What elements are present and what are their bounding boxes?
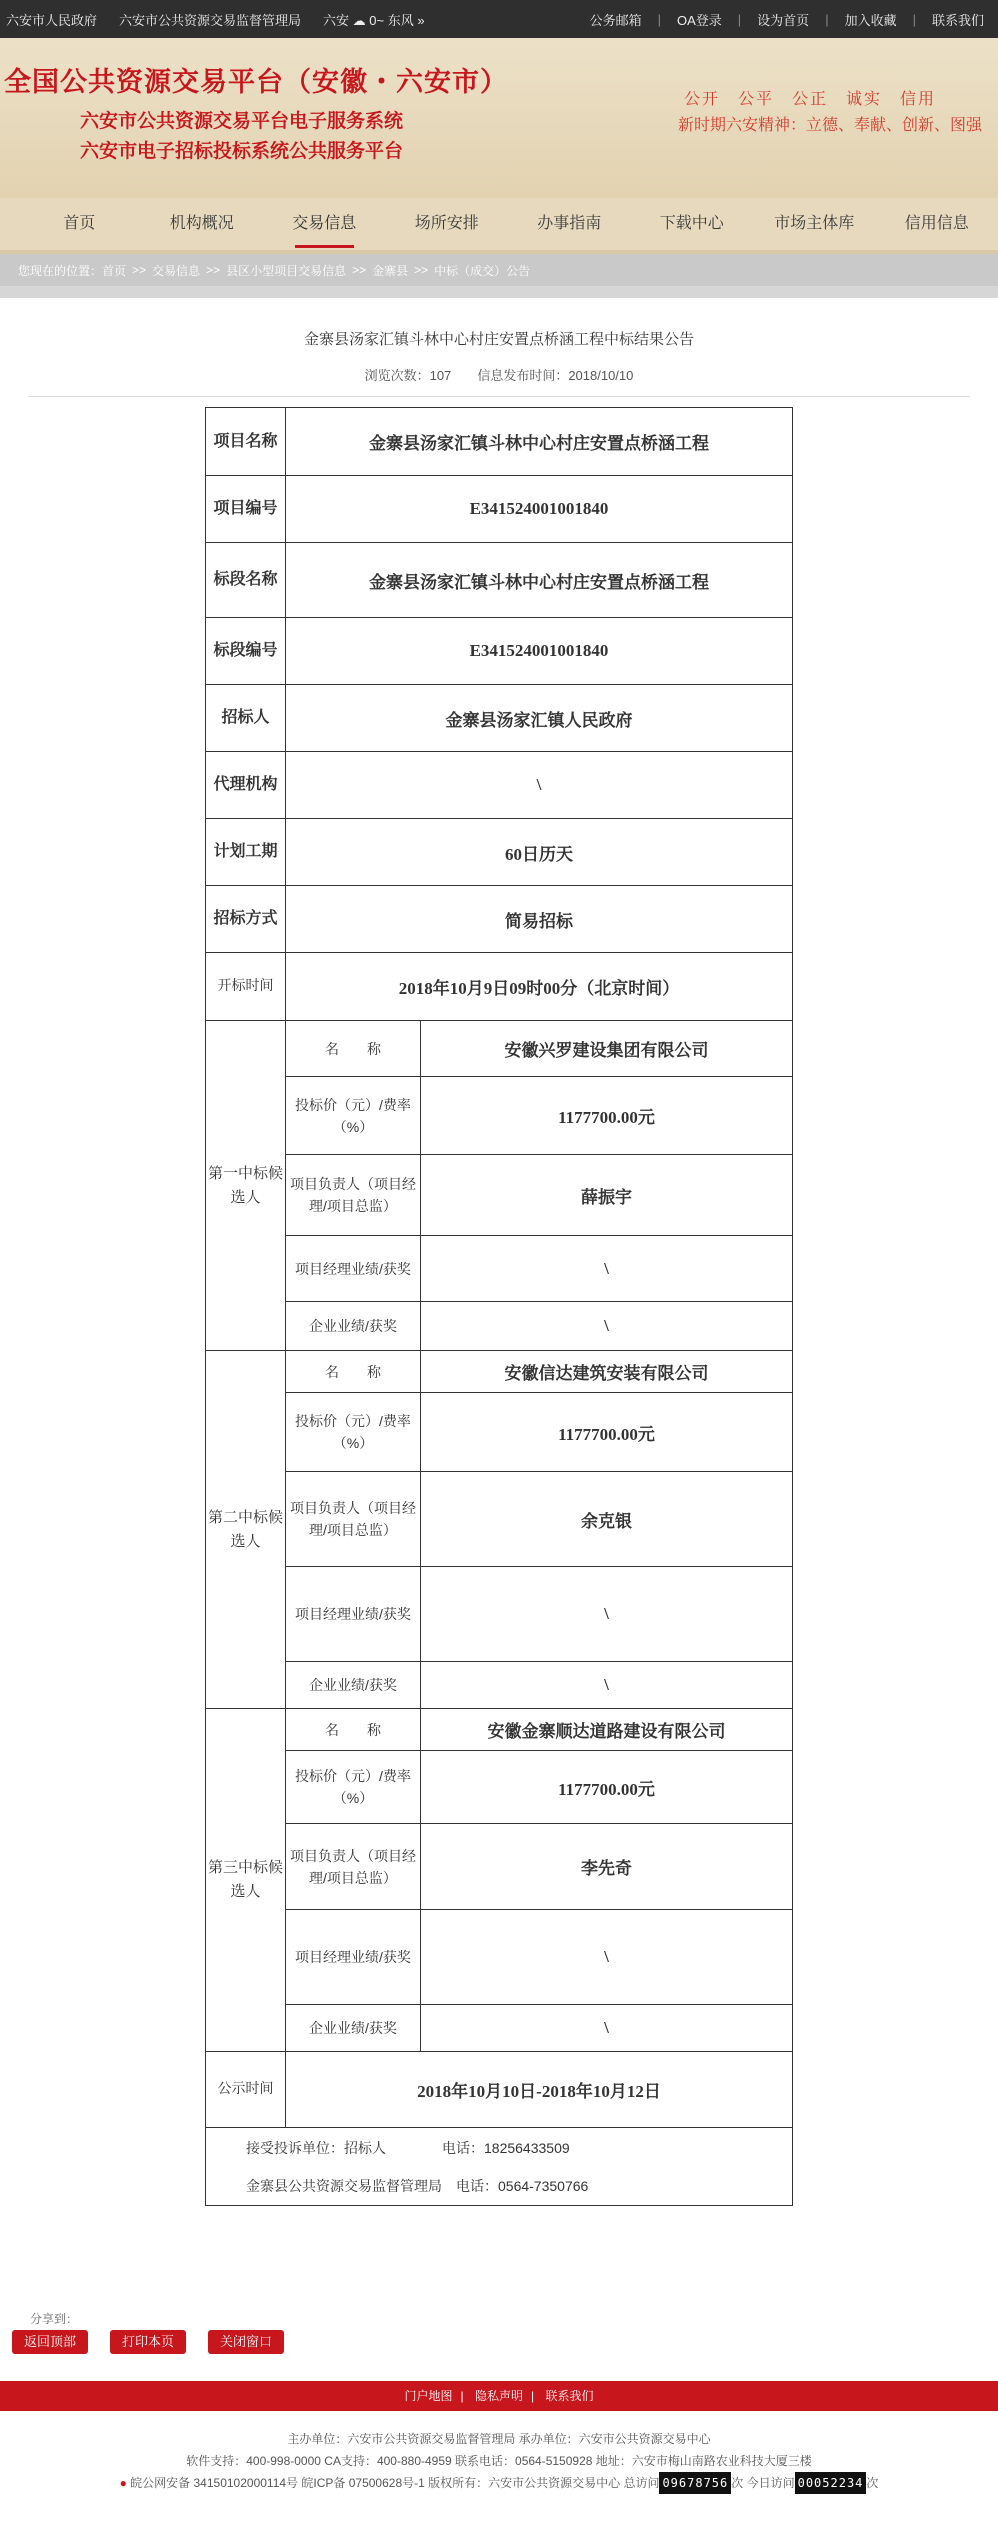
table-cell: \ bbox=[421, 1302, 793, 1351]
cloud-icon: ☁ bbox=[352, 12, 366, 28]
table-cell: 项目经理业绩/获奖 bbox=[286, 1567, 421, 1662]
breadcrumb: 您现在的位置：首页 >> 交易信息 >> 县区小型项目交易信息 >> 金寨县 >> 中标（成交）公告 bbox=[0, 254, 998, 286]
nav-market-entities[interactable]: 市场主体库 bbox=[774, 215, 855, 232]
site-subtitle-2: 六安市电子招标投标系统公共服务平台 bbox=[80, 141, 404, 162]
table-cell: 名 称 bbox=[286, 1021, 421, 1077]
label-project-name: 项目名称 bbox=[206, 408, 286, 476]
section-name: 金寨县汤家汇镇斗林中心村庄安置点桥涵工程 bbox=[286, 543, 793, 618]
table-cell: \ bbox=[421, 1567, 793, 1662]
slogan-values: 公开 公平 公正 诚实 信用 bbox=[683, 91, 936, 108]
label-tenderer: 招标人 bbox=[206, 685, 286, 752]
site-title: 全国公共资源交易平台（安徽・六安市） bbox=[4, 67, 508, 97]
agency: \ bbox=[286, 752, 793, 819]
candidate-3-name: 安徽金寨顺达道路建设有限公司 bbox=[421, 1709, 793, 1751]
footer-nav: 门户地图 | 隐私声明 | 联系我们 bbox=[0, 2381, 998, 2411]
footer-link-privacy[interactable]: 隐私声明 bbox=[474, 2389, 523, 2403]
table-cell: 投标价（元）/费率（%） bbox=[286, 1393, 421, 1472]
nav-about[interactable]: 机构概况 bbox=[169, 215, 234, 232]
method: 简易招标 bbox=[286, 886, 793, 953]
label-publicity: 公示时间 bbox=[206, 2052, 286, 2128]
candidate-2-manager: 余克银 bbox=[421, 1472, 793, 1567]
candidate-1-price: 1177700.00元 bbox=[421, 1077, 793, 1155]
table-cell: 名 称 bbox=[286, 1351, 421, 1393]
nav-venue[interactable]: 场所安排 bbox=[414, 215, 479, 232]
tenderer: 金寨县汤家汇镇人民政府 bbox=[286, 685, 793, 752]
table-cell: 项目经理业绩/获奖 bbox=[286, 1910, 421, 2005]
article-meta: 浏览次数：107 信息发布时间：2018/10/10 bbox=[364, 368, 634, 383]
label-section-no: 标段编号 bbox=[206, 618, 286, 685]
label-open-time: 开标时间 bbox=[206, 953, 286, 1021]
candidate-3-label: 第三中标候选人 bbox=[206, 1709, 286, 2052]
link-contact-us[interactable]: 联系我们 bbox=[931, 12, 984, 28]
today-visit-counter: 00052234 bbox=[795, 2472, 867, 2494]
share-label: 分享到： bbox=[30, 2312, 79, 2326]
label-agency: 代理机构 bbox=[206, 752, 286, 819]
candidate-2-label: 第二中标候选人 bbox=[206, 1351, 286, 1709]
candidate-3-manager: 李先奇 bbox=[421, 1824, 793, 1910]
footer-link-contact[interactable]: 联系我们 bbox=[545, 2389, 594, 2403]
nav-guide[interactable]: 办事指南 bbox=[537, 215, 602, 232]
result-table bbox=[205, 407, 793, 2206]
table-cell: 企业业绩/获奖 bbox=[286, 2005, 421, 2052]
back-to-top-button[interactable]: 返回顶部 bbox=[12, 2330, 88, 2354]
table-cell: 企业业绩/获奖 bbox=[286, 1302, 421, 1351]
link-supervision-bureau[interactable]: 六安市公共资源交易监督管理局 bbox=[119, 12, 302, 28]
footer-info: 主办单位：六安市公共资源交易监督管理局 承办单位：六安市公共资源交易中心 软件支持：400-998-0000 CA支持：400-880-4959 联系电话：0564-5150928 地址：六安市梅山南路农业科技大厦三楼 ● 皖公网安备 34150102000114号 皖ICP备 07500628号-1 版权所有：六安市公共资源交易中心 总访问 09678756 次 今日访问 00052234 次 bbox=[0, 2428, 998, 2494]
candidate-2-price: 1177700.00元 bbox=[421, 1393, 793, 1472]
candidate-1-manager: 薛振宇 bbox=[421, 1155, 793, 1236]
label-period: 计划工期 bbox=[206, 819, 286, 886]
site-header bbox=[0, 38, 998, 198]
print-button[interactable]: 打印本页 bbox=[110, 2330, 186, 2354]
weather-widget: 六安 ☁ 0~ 东风 » bbox=[323, 12, 425, 28]
table-cell: 项目负责人（项目经理/项目总监） bbox=[286, 1472, 421, 1567]
slogan-spirit: 新时期六安精神：立德、奉献、创新、图强 bbox=[677, 117, 982, 134]
link-add-favorite[interactable]: 加入收藏 bbox=[844, 12, 897, 28]
action-buttons bbox=[12, 2330, 284, 2354]
table-cell: \ bbox=[421, 1910, 793, 2005]
project-no: E341524001001840 bbox=[286, 476, 793, 543]
nav-download[interactable]: 下载中心 bbox=[659, 215, 724, 232]
table-cell: 企业业绩/获奖 bbox=[286, 1662, 421, 1709]
table-cell: 项目负责人（项目经理/项目总监） bbox=[286, 1155, 421, 1236]
table-cell: \ bbox=[421, 2005, 793, 2052]
top-bar: 六安市人民政府 六安市公共资源交易监督管理局 六安 ☁ 0~ 东风 » 公务邮箱 | OA登录 | 设为首页 | 加入收藏 | 联系我们 bbox=[0, 0, 998, 38]
section-no: E341524001001840 bbox=[286, 618, 793, 685]
nav-trade-info[interactable]: 交易信息 bbox=[263, 204, 386, 244]
label-method: 招标方式 bbox=[206, 886, 286, 953]
separator-bar bbox=[0, 286, 998, 298]
link-oa-login[interactable]: OA登录 bbox=[676, 12, 722, 28]
link-mail[interactable]: 公务邮箱 bbox=[589, 12, 642, 28]
candidate-2-name: 安徽信达建筑安装有限公司 bbox=[421, 1351, 793, 1393]
table-cell: \ bbox=[421, 1236, 793, 1302]
table-cell: 项目负责人（项目经理/项目总监） bbox=[286, 1824, 421, 1910]
title-divider bbox=[28, 396, 970, 397]
site-subtitle-1: 六安市公共资源交易平台电子服务系统 bbox=[80, 111, 404, 132]
period: 60日历天 bbox=[286, 819, 793, 886]
table-cell: 投标价（元）/费率（%） bbox=[286, 1751, 421, 1824]
project-name: 金寨县汤家汇镇斗林中心村庄安置点桥涵工程 bbox=[286, 408, 793, 476]
close-window-button[interactable]: 关闭窗口 bbox=[208, 2330, 284, 2354]
police-badge-icon: ● bbox=[119, 2476, 127, 2490]
footer-link-sitemap[interactable]: 门户地图 bbox=[404, 2389, 453, 2403]
table-cell: 项目经理业绩/获奖 bbox=[286, 1236, 421, 1302]
nav-home[interactable]: 首页 bbox=[63, 215, 96, 232]
label-project-no: 项目编号 bbox=[206, 476, 286, 543]
candidate-1-label: 第一中标候选人 bbox=[206, 1021, 286, 1351]
total-visit-counter: 09678756 bbox=[659, 2472, 731, 2494]
nav-credit[interactable]: 信用信息 bbox=[904, 215, 969, 232]
link-lu-an-gov[interactable]: 六安市人民政府 bbox=[6, 12, 98, 28]
table-cell: 投标价（元）/费率（%） bbox=[286, 1077, 421, 1155]
article bbox=[0, 328, 998, 397]
candidate-3-price: 1177700.00元 bbox=[421, 1751, 793, 1824]
label-section-name: 标段名称 bbox=[206, 543, 286, 618]
article-title: 金寨县汤家汇镇斗林中心村庄安置点桥涵工程中标结果公告 bbox=[303, 331, 694, 348]
open-time: 2018年10月9日09时00分（北京时间） bbox=[286, 953, 793, 1021]
candidate-1-name: 安徽兴罗建设集团有限公司 bbox=[421, 1021, 793, 1077]
table-cell: \ bbox=[421, 1662, 793, 1709]
main-nav bbox=[0, 198, 998, 250]
table-cell: 名 称 bbox=[286, 1709, 421, 1751]
link-set-homepage[interactable]: 设为首页 bbox=[757, 12, 810, 28]
publicity-period: 2018年10月10日-2018年10月12日 bbox=[286, 2052, 793, 2128]
contact-info: 接受投诉单位：招标人 电话：18256433509 金寨县公共资源交易监督管理局 电话：0564-7350766 bbox=[206, 2128, 793, 2206]
